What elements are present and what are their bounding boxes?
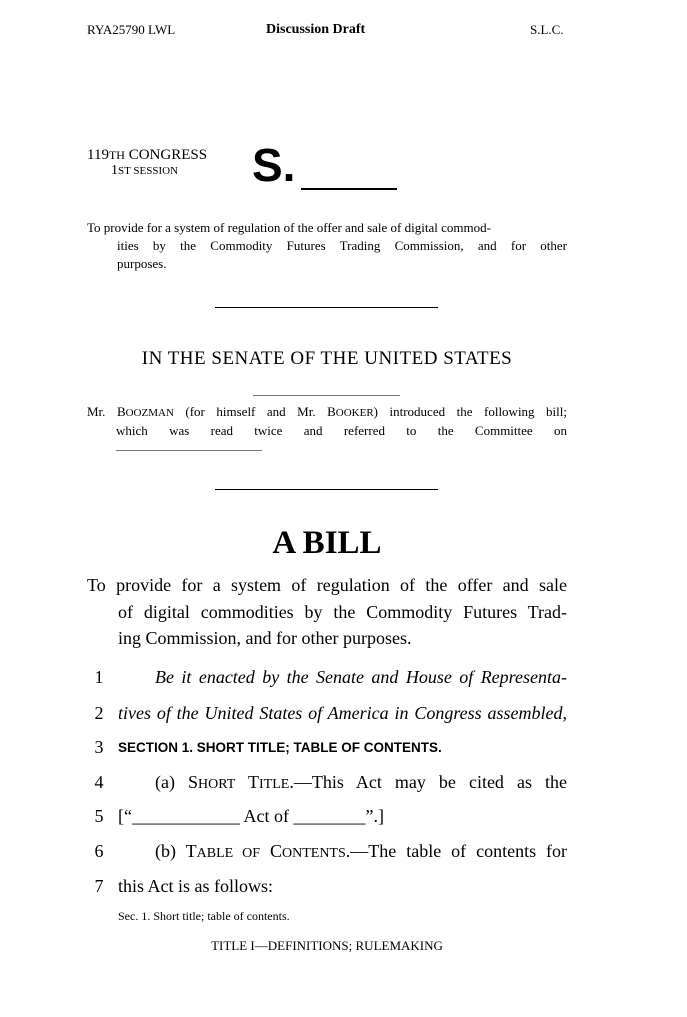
congress-label: 119TH CONGRESS	[87, 147, 208, 163]
bill-number: S.	[252, 139, 296, 191]
bill-number-blank	[301, 188, 397, 190]
divider	[253, 395, 400, 396]
toc-para: (b) TABLE OF CONTENTS.—The table of contents for	[155, 841, 568, 861]
divider	[215, 307, 438, 308]
bill-purpose: To provide for a system of regulation of the offer and sale of digital commodities by the Commodity Futures Trad- ing Commission, and for other purposes.	[87, 575, 567, 648]
short-title-blank: [“____________ Act of ________”.]	[118, 806, 384, 826]
enacting-clause-cont: tives of the United States of America in Congress assembled,	[118, 703, 567, 723]
session-label: 1ST SESSION	[111, 163, 179, 178]
line-number: 2	[94, 703, 104, 723]
divider	[215, 489, 438, 490]
bill-title: A BILL	[272, 525, 382, 561]
short-title-para: (a) SHORT TITLE.—This Act may be cited as the	[155, 772, 567, 792]
line-number: 6	[94, 841, 104, 861]
draft-label: Discussion Draft	[266, 22, 366, 37]
toc-title: TITLE I—DEFINITIONS; RULEMAKING	[211, 938, 443, 953]
toc-para-cont: this Act is as follows:	[118, 876, 274, 896]
senate-heading: IN THE SENATE OF THE UNITED STATES	[141, 348, 513, 369]
introduction-text: Mr. BOOZMAN (for himself and Mr. BOOKER) introduced the following bill; which was read twice and referred to the Committee on	[87, 404, 568, 438]
line-number: 1	[94, 667, 104, 687]
line-number: 7	[94, 876, 104, 896]
committee-blank	[116, 450, 262, 451]
document-id: RYA25790 LWL	[87, 22, 176, 37]
section-heading: SECTION 1. SHORT TITLE; TABLE OF CONTENTS.	[118, 740, 442, 755]
slc-label: S.L.C.	[530, 22, 564, 37]
line-number: 4	[94, 772, 104, 792]
enacting-clause: Be it enacted by the Senate and House of Representa-	[155, 667, 567, 687]
purpose-summary: To provide for a system of regulation of the offer and sale of digital commod- ities by the Commodity Futures Trading Commission, and for other purposes.	[87, 220, 567, 271]
toc-entry: Sec. 1. Short title; table of contents.	[118, 909, 290, 923]
line-number: 3	[94, 737, 104, 757]
line-number: 5	[94, 806, 104, 826]
